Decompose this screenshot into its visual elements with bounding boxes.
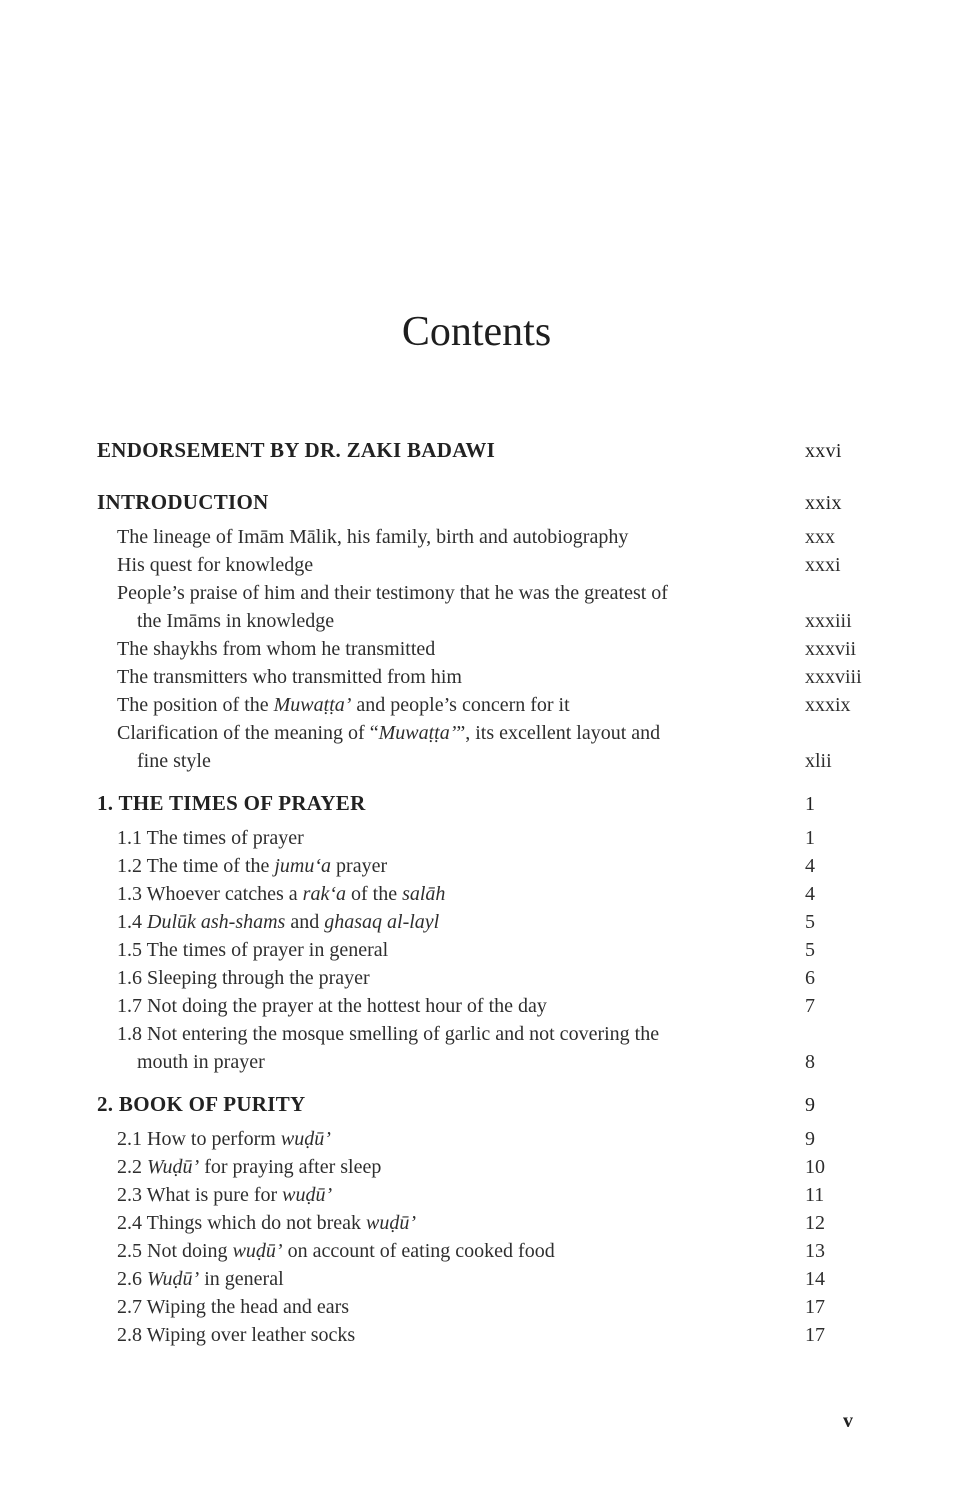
toc-section bbox=[97, 789, 877, 1076]
toc-entry-page-number: 4 bbox=[805, 855, 815, 877]
entry-text: of the bbox=[345, 883, 403, 905]
toc-entry-page-number: 11 bbox=[805, 1184, 825, 1206]
entry-text: 2.2 bbox=[117, 1156, 147, 1178]
toc-entry[interactable] bbox=[117, 908, 877, 936]
entry-text: The lineage of Imām Mālik, his family, birth and autobiography bbox=[117, 526, 629, 548]
toc-entry-page-number: 13 bbox=[805, 1240, 825, 1262]
entry-text: for praying after sleep bbox=[199, 1156, 382, 1178]
toc-entry-page-number: 12 bbox=[805, 1212, 825, 1234]
toc-entry-page-number: 17 bbox=[805, 1324, 825, 1346]
entry-text: 2.3 What is pure for bbox=[117, 1184, 283, 1206]
entry-text: 1.2 The time of the bbox=[117, 855, 275, 877]
toc-entry-title bbox=[117, 579, 757, 635]
toc-entry-title bbox=[117, 908, 757, 936]
toc-entry-title bbox=[117, 936, 757, 964]
section-page-number: xxix bbox=[805, 492, 842, 514]
section-title: 2. BOOK OF PURITY bbox=[97, 1092, 306, 1116]
toc-entry-page-number: 17 bbox=[805, 1296, 825, 1318]
entry-text: on account of eating cooked food bbox=[282, 1240, 555, 1262]
toc-section bbox=[97, 436, 877, 464]
toc-entry-page-number: xxxvii bbox=[805, 638, 857, 660]
toc-entry-page-number: xxxviii bbox=[805, 666, 862, 688]
page-title: Contents bbox=[401, 309, 552, 355]
section-page-number: 9 bbox=[805, 1094, 816, 1116]
toc-entry[interactable] bbox=[117, 1321, 877, 1349]
toc-entry-title bbox=[117, 551, 757, 579]
toc-entry[interactable] bbox=[117, 964, 877, 992]
toc-entry-title bbox=[117, 1293, 757, 1321]
toc-entry[interactable] bbox=[117, 579, 877, 635]
toc-entry-page-number: 5 bbox=[805, 939, 815, 961]
entry-italic-term: Muwaṭṭa’ bbox=[378, 722, 457, 744]
entry-text: The shaykhs from whom he transmitted bbox=[117, 638, 436, 660]
toc-entry[interactable] bbox=[117, 635, 877, 663]
toc-entry-title bbox=[117, 1153, 757, 1181]
entry-text: His quest for knowledge bbox=[117, 554, 314, 576]
toc-entry-page-number: 8 bbox=[805, 1051, 815, 1073]
toc-entry-page-number: 4 bbox=[805, 883, 815, 905]
toc-entry[interactable] bbox=[117, 1125, 877, 1153]
toc-entry-title bbox=[117, 1265, 757, 1293]
entry-text: 1.5 The times of prayer in general bbox=[117, 939, 389, 961]
entry-text: Clarification of the meaning of “ bbox=[117, 722, 379, 744]
page-folio: v bbox=[843, 1410, 853, 1432]
entry-italic-term: wuḍū’ bbox=[232, 1240, 283, 1262]
toc-entry-list bbox=[97, 1125, 877, 1349]
section-page-number: 1 bbox=[805, 793, 816, 815]
toc-section bbox=[97, 488, 877, 775]
toc-section-heading[interactable] bbox=[97, 1090, 877, 1118]
toc-entry-title bbox=[117, 1181, 757, 1209]
entry-continuation: the Imāms in knowledge bbox=[137, 610, 335, 632]
entry-text: 2.1 How to perform bbox=[117, 1128, 281, 1150]
entry-text: 2.4 Things which do not break bbox=[117, 1212, 367, 1234]
toc-entry[interactable] bbox=[117, 551, 877, 579]
toc-entry[interactable] bbox=[117, 1293, 877, 1321]
toc-entry-page-number: 6 bbox=[805, 967, 815, 989]
entry-text: People’s praise of him and their testimony that he was the greatest of bbox=[117, 582, 668, 604]
toc-entry-list bbox=[97, 523, 877, 775]
toc-entry-page-number: 14 bbox=[805, 1268, 825, 1290]
toc-entry-title bbox=[117, 852, 757, 880]
toc-entry-title bbox=[117, 523, 757, 551]
toc-entry-page-number: 1 bbox=[805, 827, 815, 849]
toc-entry-title bbox=[117, 719, 757, 775]
section-title: ENDORSEMENT BY DR. ZAKI BADAWI bbox=[97, 438, 496, 462]
entry-text: 1.8 Not entering the mosque smelling of garlic and not covering the bbox=[117, 1023, 660, 1045]
entry-continuation: fine style bbox=[137, 750, 211, 772]
toc-entry[interactable] bbox=[117, 691, 877, 719]
toc-entry-title bbox=[117, 992, 757, 1020]
toc-section bbox=[97, 1090, 877, 1349]
table-of-contents bbox=[97, 436, 877, 1349]
toc-entry[interactable] bbox=[117, 663, 877, 691]
entry-italic-term: wuḍū’ bbox=[366, 1212, 417, 1234]
toc-entry-title bbox=[117, 880, 757, 908]
toc-entry[interactable] bbox=[117, 824, 877, 852]
entry-text: 2.5 Not doing bbox=[117, 1240, 233, 1262]
toc-entry[interactable] bbox=[117, 1209, 877, 1237]
entry-text: The position of the bbox=[117, 694, 274, 716]
toc-entry[interactable] bbox=[117, 1265, 877, 1293]
entry-italic-term: Muwaṭṭa’ bbox=[273, 694, 352, 716]
toc-entry-title bbox=[117, 663, 757, 691]
toc-entry[interactable] bbox=[117, 1181, 877, 1209]
entry-italic-term: wuḍū’ bbox=[280, 1128, 331, 1150]
toc-entry-page-number: xxxix bbox=[805, 694, 851, 716]
entry-text: and people’s concern for it bbox=[351, 694, 570, 716]
toc-entry-title bbox=[117, 964, 757, 992]
entry-italic-term: salāh bbox=[402, 883, 446, 905]
toc-entry[interactable] bbox=[117, 719, 877, 775]
entry-text: The transmitters who transmitted from him bbox=[117, 666, 462, 688]
toc-entry-title bbox=[117, 691, 757, 719]
toc-entry-page-number: 5 bbox=[805, 911, 815, 933]
entry-italic-term: jumu‘a bbox=[274, 855, 332, 877]
entry-text: prayer bbox=[331, 855, 388, 877]
toc-entry-page-number: 10 bbox=[805, 1156, 825, 1178]
toc-entry-page-number: 7 bbox=[805, 995, 815, 1017]
entry-italic-term: ghasaq al-layl bbox=[324, 911, 440, 933]
toc-entry[interactable] bbox=[117, 523, 877, 551]
entry-text: 1.7 Not doing the prayer at the hottest hour of the day bbox=[117, 995, 547, 1017]
entry-italic-term: Dulūk ash-shams bbox=[147, 911, 286, 933]
toc-entry-title bbox=[117, 1125, 757, 1153]
toc-entry-page-number: xxxiii bbox=[805, 610, 852, 632]
toc-entry-title bbox=[117, 1321, 757, 1349]
toc-entry-title bbox=[117, 824, 757, 852]
toc-entry[interactable] bbox=[117, 1237, 877, 1265]
toc-section-heading[interactable] bbox=[97, 436, 877, 464]
entry-text: ”, its excellent layout and bbox=[456, 722, 661, 744]
section-page-number: xxvi bbox=[805, 440, 842, 462]
toc-entry-page-number: xxxi bbox=[805, 554, 841, 576]
entry-text: 1.4 bbox=[117, 911, 147, 933]
toc-entry[interactable] bbox=[117, 992, 877, 1020]
entry-text: 2.8 Wiping over leather socks bbox=[117, 1324, 356, 1346]
toc-entry[interactable] bbox=[117, 1153, 877, 1181]
toc-entry[interactable] bbox=[117, 936, 877, 964]
entry-text: and bbox=[285, 911, 325, 933]
entry-text: 1.3 Whoever catches a bbox=[117, 883, 303, 905]
toc-entry-page-number: 9 bbox=[805, 1128, 815, 1150]
toc-entry[interactable] bbox=[117, 852, 877, 880]
entry-italic-term: Wuḍū’ bbox=[147, 1268, 200, 1290]
toc-entry-page-number: xxx bbox=[805, 526, 835, 548]
toc-entry-page-number: xlii bbox=[805, 750, 832, 772]
toc-entry-title bbox=[117, 1020, 757, 1076]
entry-text: 2.7 Wiping the head and ears bbox=[117, 1296, 350, 1318]
toc-entry[interactable] bbox=[117, 880, 877, 908]
toc-entry-title bbox=[117, 1237, 757, 1265]
entry-italic-term: rak‘a bbox=[302, 883, 346, 905]
toc-section-heading[interactable] bbox=[97, 789, 877, 817]
section-title: INTRODUCTION bbox=[97, 490, 269, 514]
entry-italic-term: wuḍū’ bbox=[282, 1184, 333, 1206]
entry-italic-term: Wuḍū’ bbox=[147, 1156, 200, 1178]
toc-entry[interactable] bbox=[117, 1020, 877, 1076]
entry-text: 1.1 The times of prayer bbox=[117, 827, 304, 849]
toc-entry-title bbox=[117, 635, 757, 663]
entry-continuation: mouth in prayer bbox=[137, 1051, 265, 1073]
entry-text: 2.6 bbox=[117, 1268, 147, 1290]
entry-text: 1.6 Sleeping through the prayer bbox=[117, 967, 370, 989]
toc-entry-title bbox=[117, 1209, 757, 1237]
toc-entry-list bbox=[97, 824, 877, 1076]
section-title: 1. THE TIMES OF PRAYER bbox=[97, 791, 366, 815]
toc-section-heading[interactable] bbox=[97, 488, 877, 516]
entry-text: in general bbox=[199, 1268, 284, 1290]
